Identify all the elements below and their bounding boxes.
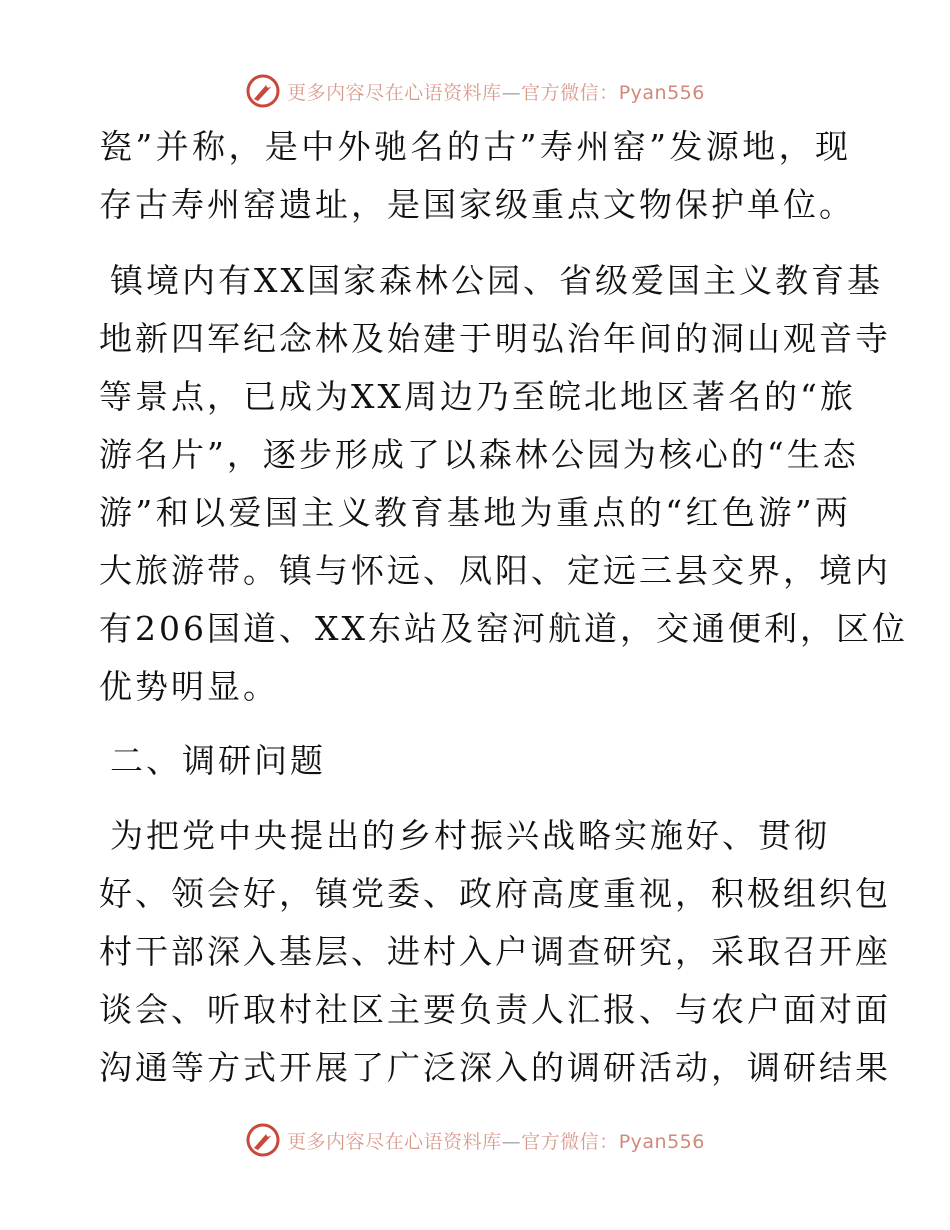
watermark-main-text: 更多内容尽在心语资料库 xyxy=(287,81,502,104)
watermark-dash: — xyxy=(501,81,522,104)
paragraph-line: 有206国道、XX东站及窑河航道，交通便利，区位 xyxy=(99,609,908,648)
paragraph-line: 镇境内有XX国家森林公园、省级爱国主义教育基 xyxy=(110,261,883,300)
watermark-account: Pyan556 xyxy=(618,1130,705,1153)
paragraph-line: 好、领会好，镇党委、政府高度重视，积极组织包 xyxy=(99,874,891,913)
watermark-label: 官方微信： xyxy=(521,81,619,104)
watermark-account: Pyan556 xyxy=(618,81,705,104)
paragraph-line: 地新四军纪念林及始建于明弘治年间的洞山观音寺 xyxy=(99,319,891,358)
paragraph-line: 优势明显。 xyxy=(99,667,279,706)
paragraph-line: 沟通等方式开展了广泛深入的调研活动，调研结果 xyxy=(99,1048,891,1087)
paragraph-line: 为把党中央提出的乡村振兴战略实施好、贯彻 xyxy=(110,816,830,855)
watermark-dash: — xyxy=(501,1130,522,1153)
pen-nib-circle-icon xyxy=(245,73,281,109)
paragraph-line: 谈会、听取村社区主要负责人汇报、与农户面对面 xyxy=(99,990,891,1029)
watermark-label: 官方微信： xyxy=(521,1130,619,1153)
watermark-main-text: 更多内容尽在心语资料库 xyxy=(287,1130,502,1153)
watermark-text xyxy=(287,78,705,105)
paragraph-line: 村干部深入基层、进村入户调查研究，采取召开座 xyxy=(99,932,891,971)
footer-watermark xyxy=(0,1120,950,1160)
paragraph-line: 等景点，已成为XX周边乃至皖北地区著名的“旅 xyxy=(99,377,856,416)
paragraph-line: 游”和以爱国主义教育基地为重点的“红色游”两 xyxy=(99,493,851,532)
paragraph-line: 存古寿州窑遗址，是国家级重点文物保护单位。 xyxy=(99,185,855,224)
watermark-text xyxy=(287,1127,705,1154)
pen-nib-circle-icon xyxy=(245,1122,281,1158)
section-heading: 二、调研问题 xyxy=(110,741,326,780)
paragraph-line: 游名片”，逐步形成了以森林公园为核心的“生态 xyxy=(99,435,859,474)
paragraph-line: 大旅游带。镇与怀远、凤阳、定远三县交界，境内 xyxy=(99,551,891,590)
header-watermark xyxy=(0,71,950,111)
paragraph-line: 瓷”并称，是中外驰名的古”寿州窑”发源地，现 xyxy=(99,127,851,166)
